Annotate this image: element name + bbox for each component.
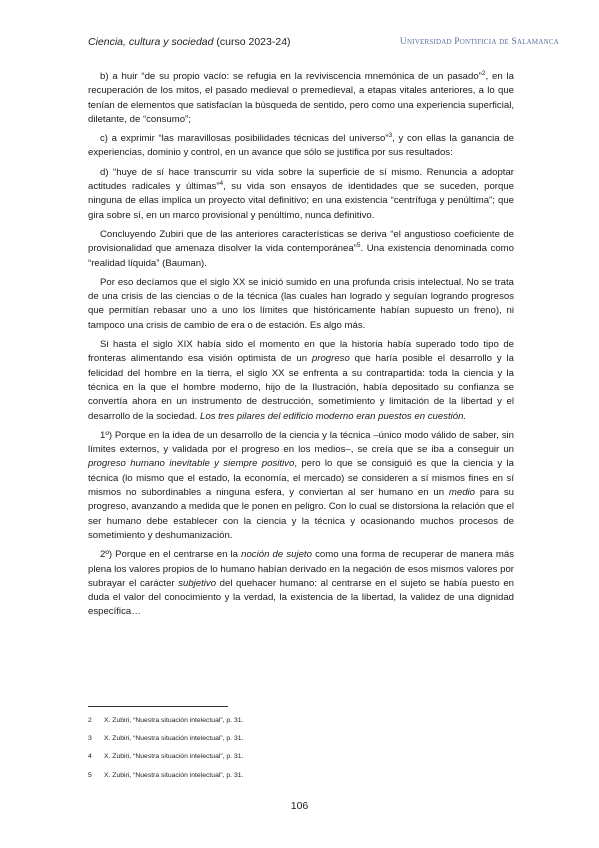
text-run: , su vida son ensayos de identidades que se suceden, porque ninguna de ellas implica un proyecto vital definitivo; en una existencia “centrífuga y penúltima”; que gira sobre sí, en un marco provisional y penúltimo, nunca definitivo. [88,181,515,221]
text-run: 2º) Porque en el centrarse en la [100,549,242,561]
text-run: , pero lo que se consiguió es que la ciencia y la técnica (lo mismo que el estado, la economía, el mercado) se consideren a sí mismos fines en sí mismos no subordinables a ninguna esfera, y conviertan al ser humano en un [88,458,515,499]
footnote-text: X. Zubiri, “Nuestra situación intelectual”, p. 31. [104,717,244,724]
text-run: que haría posible el desarrollo y la felicidad del hombre en la tierra, el siglo XX se enfrenta a su contrapartida: toda la ciencia y la técnica en la que el hombre moderno, hijo de la Ilustración, había depositado su confianza se convertía ahora en un instrumento de destrucción, sometimiento y limitación de la libertad y el desarrollo de la sociedad. [88,353,514,422]
paragraph [88,70,514,127]
text-run: Si hasta el siglo XIX había sido el momento en que la historia había superado todo tipo de fronteras alimentando esa visión optimista de un [88,339,514,365]
footnote-number: 3 [88,735,92,743]
footnote-number: 5 [88,771,92,779]
paragraph [88,338,514,424]
text-run: , y con ellas la ganancia de experiencias, dominio y control, en un avance que sólo se justifica por sus resultados: [88,133,514,159]
paragraph [88,429,514,543]
footnote-ref: 4 [219,179,224,187]
footnote [88,734,514,744]
running-title [88,36,291,48]
course-year: (curso 2023-24) [216,36,291,48]
footnote [88,771,514,781]
footnote-text: X. Zubiri, “Nuestra situación intelectual”, p. 31. [104,771,244,779]
footnote-number: 2 [88,717,92,724]
text-run: . Una existencia denominada como “realidad líquida” (Bauman). [88,243,514,269]
paragraph [88,132,514,161]
page-header [88,36,559,52]
text-run: Por eso decíamos que el siglo XX se inició sumido en una profunda crisis intelectual. No se trata de una crisis de las ciencias o de la técnica (las cuales han logrado y seguían logrando progresos que permitían rebasar uno a uno los límites que históricamente habían supuesto un freno), ni tampoco una crisis de cambio de era o de estación. Es algo más. [88,276,514,331]
body-text [88,70,514,625]
text-run: del quehacer humano: al centrarse en el sujeto se había puesto en duda el valor del conocimiento y la verdad, la existencia de la libertad, la validez de una dignidad específica… [88,577,514,618]
text-run: , en la recuperación de los mitos, el pasado medieval o premedieval, a etapas vitales anteriores, a lo que tenían de elementos que satisfacían la búsqueda de sentido, pero como una experiencia superficial, diletante, de “consumo”; [88,71,515,125]
footnotes [88,716,514,789]
emphasis-text: medio [448,487,476,499]
emphasis-text: Los tres pilares del edificio moderno eran puestos en cuestión. [200,410,467,422]
footnote [88,752,514,762]
paragraph [88,166,514,223]
footnote-separator [88,706,228,707]
footnote-text: X. Zubiri, “Nuestra situación intelectual”, p. 31. [104,753,244,761]
emphasis-text: progreso [311,353,350,365]
page-number: 106 [290,800,309,812]
course-title: Ciencia, cultura y sociedad [88,36,214,48]
text-run: como una forma de recuperar de manera más plena los valores propios de lo humano habían derivado en la negación de esos mismos valores por subrayar el carácter [88,549,514,589]
emphasis-text: noción de sujeto [241,549,312,561]
footnote [88,716,514,726]
emphasis-text: progreso humano inevitable y siempre positivo [88,458,295,470]
text-run: c) a exprimir “las maravillosas posibilidades técnicas del universo” [100,133,389,145]
paragraph [88,548,514,619]
footnote-ref: 3 [388,132,393,139]
footnote-number: 4 [88,753,92,761]
emphasis-text: subjetivo [178,577,217,589]
footnote-text: X. Zubiri, “Nuestra situación intelectual”, p. 31. [104,735,244,743]
paragraph [88,276,514,333]
university-name: Universidad Pontificia de Salamanca [399,37,559,47]
text-run: 1º) Porque en la idea de un desarrollo de la ciencia y la técnica –único modo válido de saber, sin límites externos, y validada por el progreso en los medios–, se creía que se iba a conseguir un [88,429,514,456]
text-run: d) “huye de sí hace transcurrir su vida sobre la superficie de sí mismo. Renuncia a adoptar actitudes radicales y últimas” [88,166,514,193]
paragraph [88,228,514,271]
text-run: Concluyendo Zubiri que de las anteriores características se deriva “el angustioso coeficiente de provisionalidad que amenaza disolver la vida contemporánea” [88,228,514,255]
footnote-ref: 5 [356,242,361,250]
text-run: b) a huir “de su propio vacío: se refugia en la reviviscencia mnemónica de un pasado” [100,71,482,82]
footnote-ref: 2 [481,69,486,77]
text-run: para su progreso, avanzando a medida que le ponen en peligro. Con lo cual se distorsiona la relación que el ser humano debe establecer con la ciencia y la técnica y ocasionando muchos procesos de sometimiento y deshumanización. [88,487,515,541]
